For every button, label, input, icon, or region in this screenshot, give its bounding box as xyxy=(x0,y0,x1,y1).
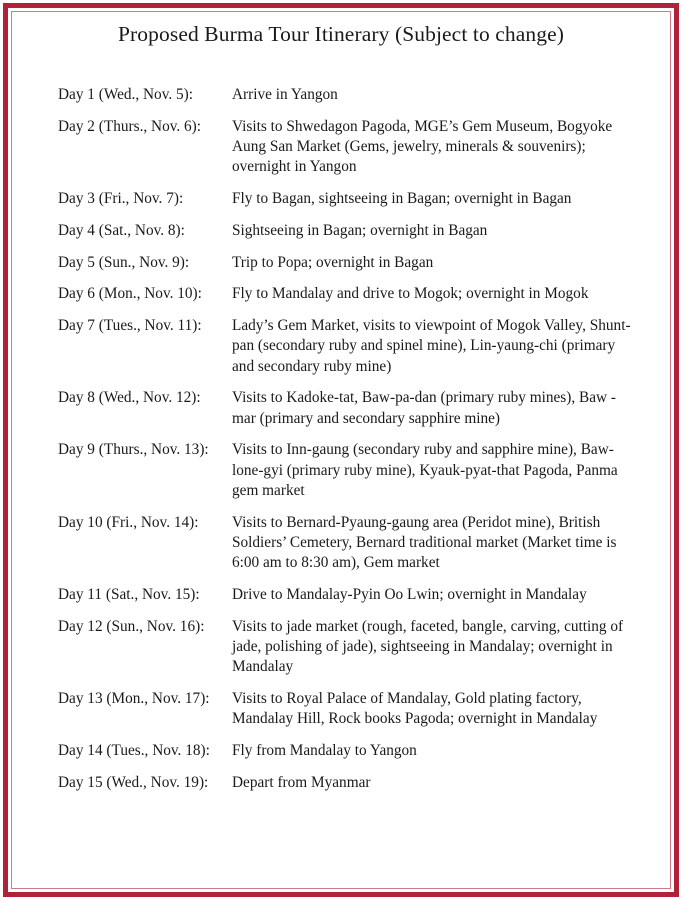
itinerary-activity: Visits to jade market (rough, faceted, bangle, carving, cutting of jade, polishing of jade), sightseeing in Mandalay; overnight in Mandalay xyxy=(232,617,624,675)
itinerary-activity: Trip to Popa; overnight in Bagan xyxy=(232,253,434,271)
itinerary-row xyxy=(58,689,638,729)
itinerary-day: Day 14 (Tues., Nov. 18): xyxy=(58,741,210,759)
itinerary-day: Day 7 (Tues., Nov. 11): xyxy=(58,317,202,335)
itinerary-list xyxy=(58,85,638,804)
itinerary-row xyxy=(58,117,638,178)
itinerary-row xyxy=(58,85,638,105)
itinerary-day: Day 6 (Mon., Nov. 10): xyxy=(58,285,202,303)
itinerary-activity: Visits to Inn-gaung (secondary ruby and sapphire mine), Baw-lone-gyi (primary ruby mine), Kyauk-pyat-that Pagoda, Panma gem market xyxy=(232,441,618,499)
itinerary-day: Day 8 (Wed., Nov. 12): xyxy=(58,389,201,407)
itinerary-activity: Fly to Mandalay and drive to Mogok; overnight in Mogok xyxy=(232,285,589,303)
itinerary-row xyxy=(58,440,638,501)
itinerary-activity: Arrive in Yangon xyxy=(232,86,338,103)
itinerary-day: Day 11 (Sat., Nov. 15): xyxy=(58,585,200,603)
itinerary-day: Day 13 (Mon., Nov. 17): xyxy=(58,689,210,707)
itinerary-day: Day 12 (Sun., Nov. 16): xyxy=(58,617,205,635)
itinerary-activity: Sightseeing in Bagan; overnight in Bagan xyxy=(232,221,488,239)
itinerary-row xyxy=(58,189,638,209)
itinerary-activity: Visits to Kadoke-tat, Baw-pa-dan (primary ruby mines), Baw -mar (primary and secondary sapphire mine) xyxy=(232,389,616,427)
itinerary-day: Day 5 (Sun., Nov. 9): xyxy=(58,253,190,271)
itinerary-activity: Fly from Mandalay to Yangon xyxy=(232,741,417,759)
itinerary-activity: Drive to Mandalay-Pyin Oo Lwin; overnight in Mandalay xyxy=(232,585,587,603)
itinerary-day: Day 4 (Sat., Nov. 8): xyxy=(58,221,185,239)
itinerary-day: Day 3 (Fri., Nov. 7): xyxy=(58,190,184,207)
itinerary-row xyxy=(58,388,638,428)
itinerary-row xyxy=(58,585,638,605)
itinerary-row xyxy=(58,773,638,793)
itinerary-row xyxy=(58,284,638,304)
itinerary-day: Day 2 (Thurs., Nov. 6): xyxy=(58,117,202,135)
itinerary-day: Day 10 (Fri., Nov. 14): xyxy=(58,513,199,531)
itinerary-activity: Fly to Bagan, sightseeing in Bagan; overnight in Bagan xyxy=(232,190,572,207)
itinerary-row xyxy=(58,253,638,273)
itinerary-row xyxy=(58,221,638,241)
page-title: Proposed Burma Tour Itinerary (Subject to change) xyxy=(117,22,565,46)
itinerary-row xyxy=(58,741,638,761)
itinerary-row xyxy=(58,617,638,678)
itinerary-activity: Visits to Royal Palace of Mandalay, Gold plating factory, Mandalay Hill, Rock books Pagoda; overnight in Mandalay xyxy=(232,689,598,727)
itinerary-day: Day 9 (Thurs., Nov. 13): xyxy=(58,441,209,459)
itinerary-activity: Visits to Bernard-Pyaung-gaung area (Peridot mine), British Soldiers’ Cemetery, Bernard traditional market (Market time is 6:00 am to 8:30 am), Gem market xyxy=(232,513,617,571)
itinerary-activity: Visits to Shwedagon Pagoda, MGE’s Gem Museum, Bogyoke Aung San Market (Gems, jewelry, minerals & souvenirs); overnight in Yangon xyxy=(232,117,613,176)
itinerary-row xyxy=(58,513,638,574)
itinerary-day: Day 15 (Wed., Nov. 19): xyxy=(58,773,209,791)
itinerary-activity: Depart from Myanmar xyxy=(232,773,371,791)
itinerary-day: Day 1 (Wed., Nov. 5): xyxy=(58,86,193,103)
itinerary-activity: Lady’s Gem Market, visits to viewpoint of Mogok Valley, Shunt-pan (secondary ruby and spinel mine), Lin-yaung-chi (primary and secondary ruby mine) xyxy=(232,317,631,375)
itinerary-row xyxy=(58,316,638,377)
